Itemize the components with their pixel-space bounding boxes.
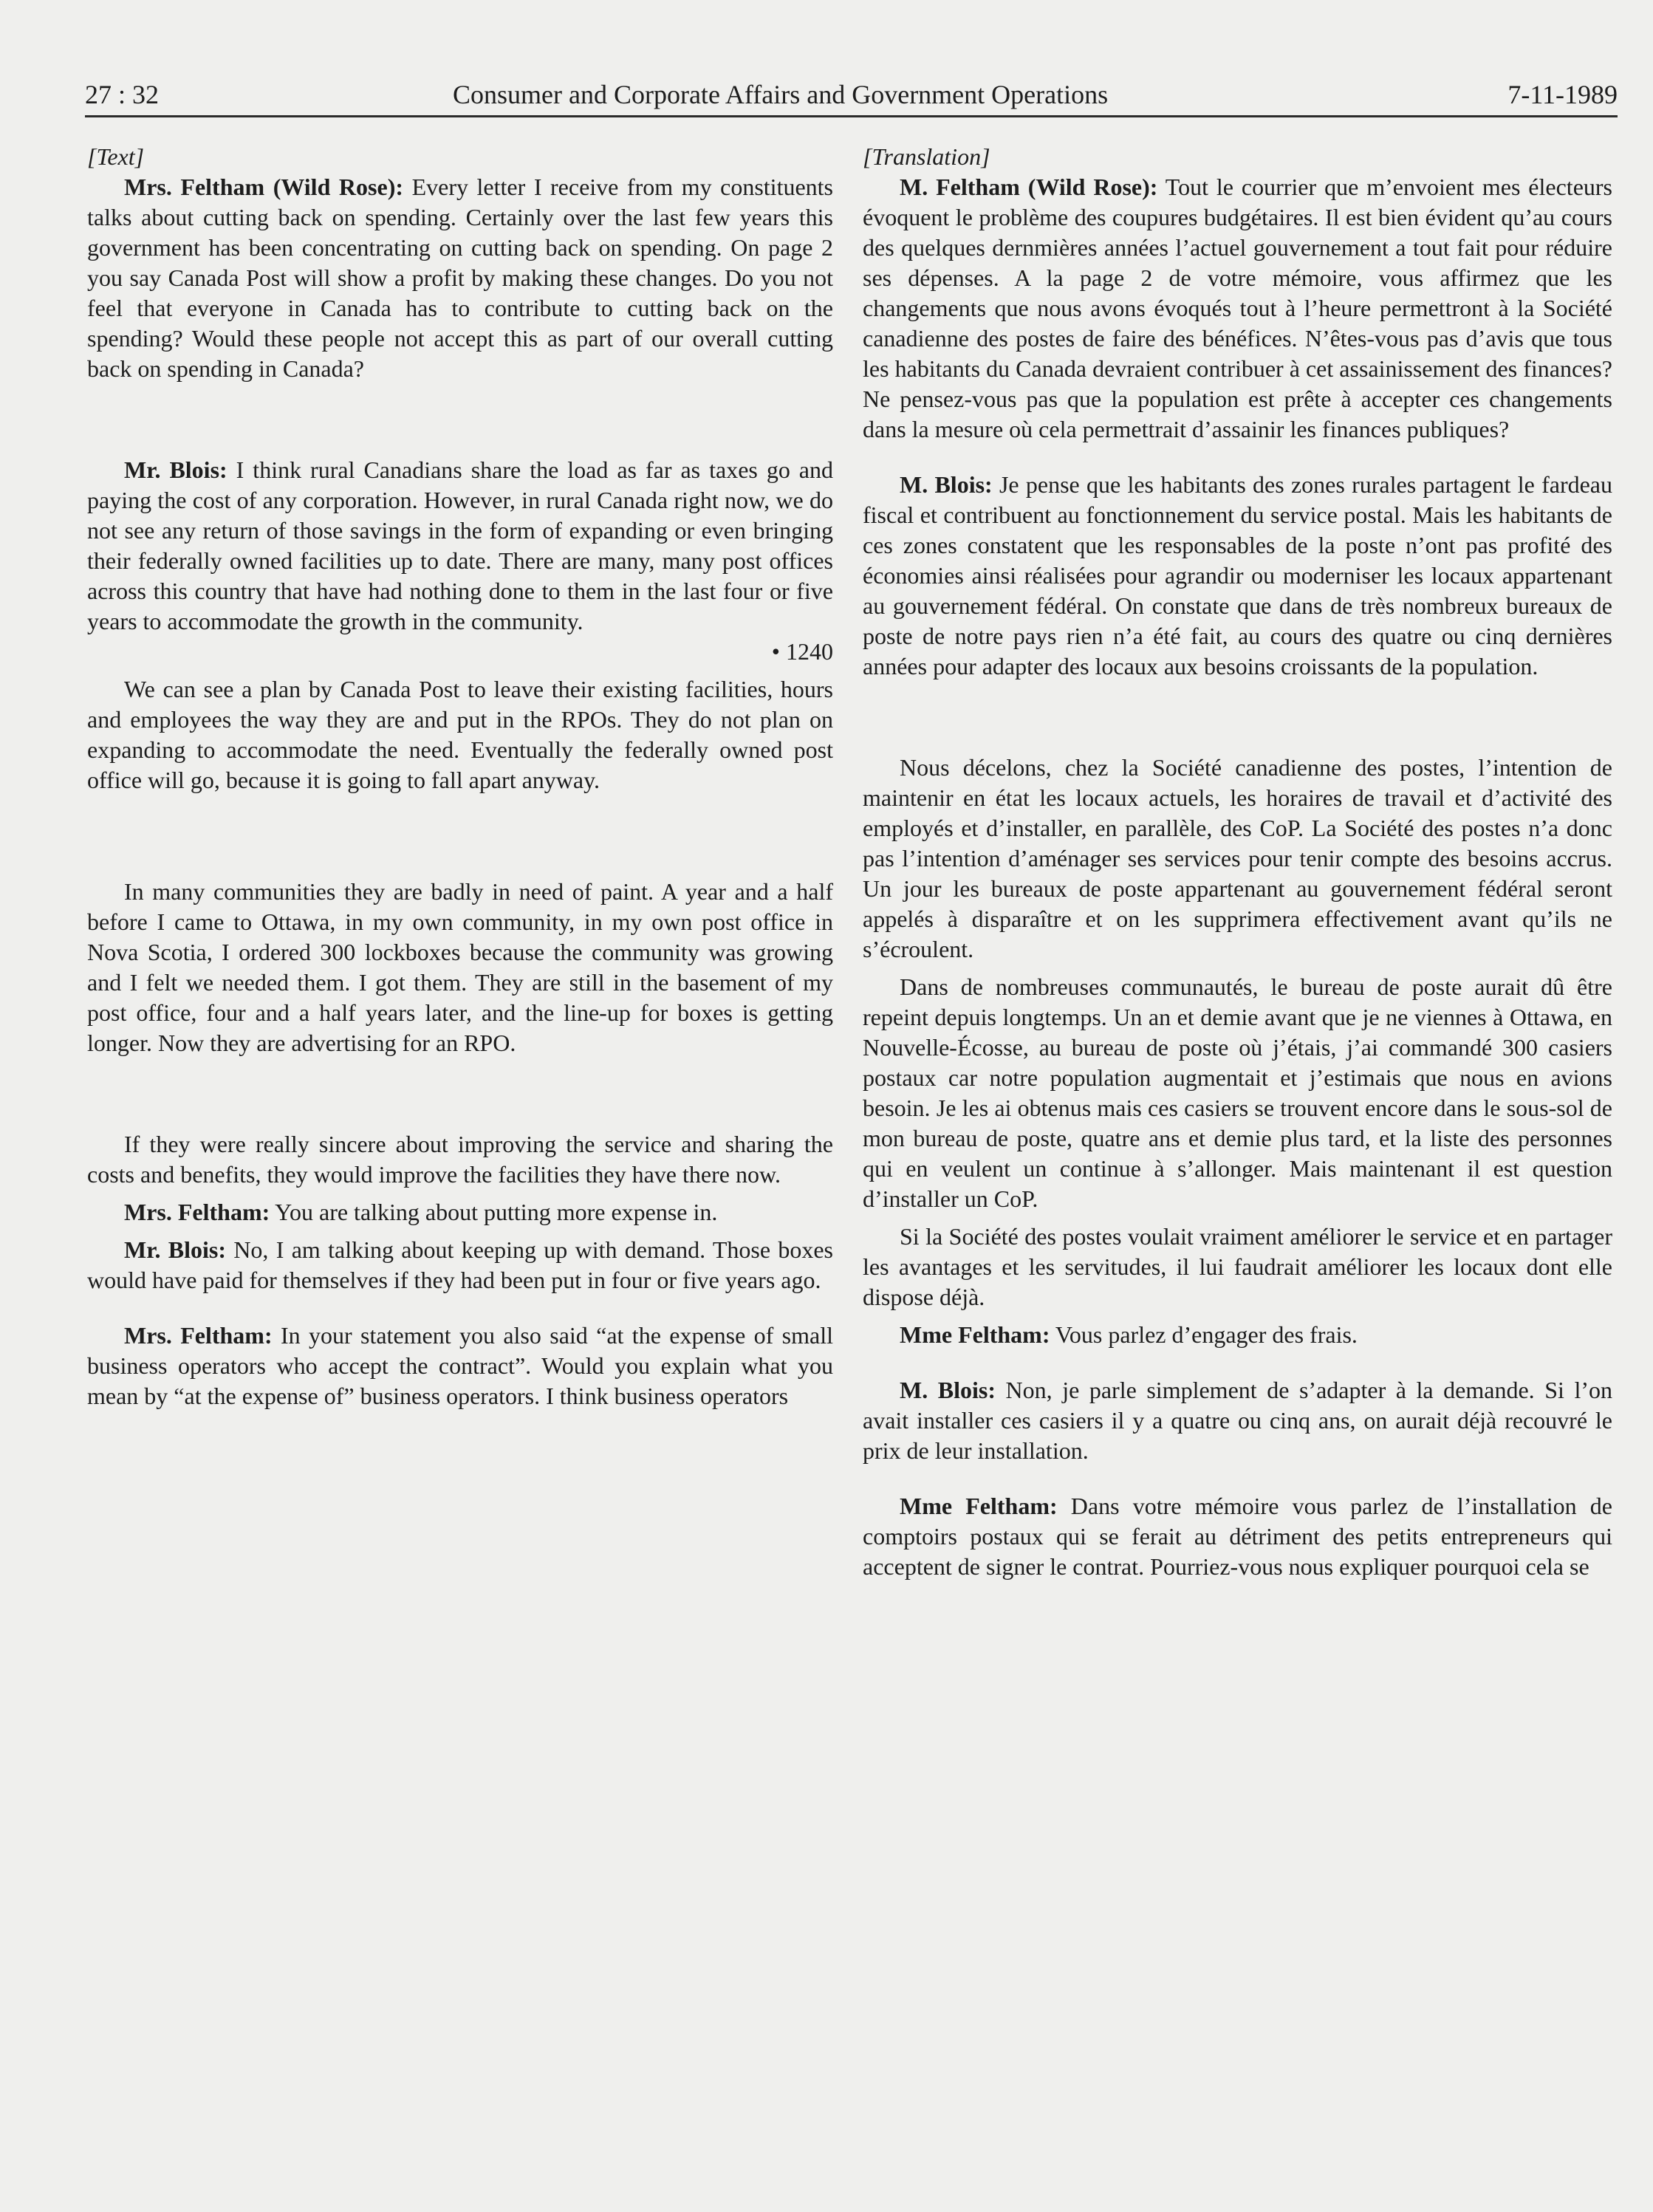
- paragraph-text: Every letter I receive from my constituents talks about cutting back on spending. Certainly over the last few years this government has been concentrating on cutting back on spending. On page 2 you say Canada Post will show a profit by making these changes. Do you not feel that everyone in Canada has to contribute to cutting back on the spending? Would these people not accept this as part of our overall cutting back on spending in Canada?: [87, 174, 834, 382]
- speaker-name: Mrs. Feltham:: [124, 1199, 270, 1225]
- page-number: 27 : 32: [85, 80, 160, 109]
- paragraph-feltham-2: [87, 1197, 833, 1227]
- paragraph-text: I think rural Canadians share the load as far as taxes go and paying the cost of any corporation. However, in rural Canada right now, we do not see any return of those savings in the form of expanding or even bringing their federally owned facilities up to date. There are many, many post offices across this country that have had nothing done to them in the last four or five years to accommodate the growth in the community.: [87, 456, 834, 634]
- paragraph-blois-5: [87, 1235, 833, 1295]
- speaker-name: Mr. Blois:: [124, 456, 227, 483]
- speaker-name: Mr. Blois:: [124, 1236, 227, 1263]
- paragraph-blois-4: If they were really sincere about improving the service and sharing the costs and benefits, they would improve the facilities they have there now.: [87, 1131, 833, 1188]
- paragraph-text: No, I am talking about keeping up with demand. Those boxes would have paid for themselves if they had been put in four or five years ago.: [87, 1236, 834, 1293]
- paragraph-blois-3: In many communities they are badly in need of paint. A year and a half before I came to Ottawa, in my own community, in my own post office in Nova Scotia, I ordered 300 lockboxes because the community was growing and I felt we needed them. I got them. They are still in the basement of my post office, four and a half years later, and the line-up for boxes is getting longer. Now they are advertising for an RPO.: [87, 878, 833, 1056]
- speaker-name: Mme Feltham:: [900, 1493, 1058, 1519]
- paragraph-text: Dans votre mémoire vous parlez de l’installation de comptoirs postaux qui se ferait au détriment des petits entrepreneurs qui acceptent de signer le contrat. Pourriez-vous nous expliquer pourquoi cela se: [863, 1493, 1613, 1580]
- speaker-name: M. Feltham (Wild Rose):: [900, 174, 1158, 200]
- paragraph-text: Vous parlez d’engager des frais.: [1050, 1321, 1358, 1348]
- translation-label: [Translation]: [863, 143, 990, 170]
- speaker-name: Mrs. Feltham:: [124, 1322, 273, 1349]
- paragraph-feltham-1: [87, 172, 833, 384]
- meeting-date: 7-11-1989: [1507, 80, 1618, 109]
- paragraph-feltham-1-fr: [863, 172, 1612, 445]
- french-column: [863, 142, 1612, 1582]
- paragraph-feltham-3: [87, 1321, 833, 1411]
- speaker-name: Mrs. Feltham (Wild Rose):: [124, 174, 404, 200]
- paragraph-blois-1-fr: [863, 470, 1612, 682]
- paragraph-blois-2-fr: Nous décelons, chez la Société canadienne des postes, l’intention de maintenir en état les locaux actuels, les horaires de travail et d’activité des employés et d’installer, en parallèle, des CoP. La Société des postes n’a donc pas l’intention d’aménager ses services pour tenir compte des besoins accrus. Un jour les bureaux de poste appartenant au gouvernement fédéral seront appelés à disparaître et on les supprimera effectivement avant qu’ils ne s’écroulent.: [863, 754, 1612, 962]
- paragraph-blois-4-fr: Si la Société des postes voulait vraiment améliorer le service et en partager les avantages et les servitudes, il lui faudrait améliorer les locaux dont elle dispose déjà.: [863, 1223, 1612, 1310]
- paragraph-text: Je pense que les habitants des zones rurales partagent le fardeau fiscal et contribuent au fonctionnement du service postal. Mais les habitants de ces zones constatent que les responsables de la poste n’ont pas profité des économies ainsi réalisées pour agrandir ou moderniser les locaux appartenant au gouvernement fédéral. On constate que dans de très nombreux bureaux de poste de notre pays rien n’a été fait, au cours des quatre ou cinq dernières années pour adapter des locaux aux besoins croissants de la population.: [863, 471, 1613, 679]
- english-column: [87, 142, 833, 1411]
- speaker-name: Mme Feltham:: [900, 1321, 1050, 1348]
- page-header: [85, 74, 1618, 117]
- committee-title: Consumer and Corporate Affairs and Government Operations: [453, 80, 1109, 109]
- paragraph-text: Non, je parle simplement de s’adapter à la demande. Si l’on avait installer ces casiers il y a quatre ou cinq ans, on aurait déjà recouvré le prix de leur installation.: [863, 1377, 1613, 1464]
- paragraph-blois-2: We can see a plan by Canada Post to leave their existing facilities, hours and employees the way they are and put in the RPOs. They do not plan on expanding to accommodate the need. Eventually the federally owned post office will go, because it is going to fall apart anyway.: [87, 676, 833, 793]
- text-label: [Text]: [87, 143, 145, 170]
- paragraph-text: Tout le courrier que m’envoient mes électeurs évoquent le problème des coupures budgétaires. Il est bien évident qu’au cours des quelques dernmières années l’actuel gouvernement a tout fait pour réduire ses dépenses. A la page 2 de votre mémoire, vous affirmez que les changements que nous avons évoqués tout à l’heure permettront à la Société canadienne des postes de faire des bénéfices. N’êtes-vous pas d’avis que tous les habitants du Canada devraient contribuer à cet assainissement des finances? Ne pensez-vous pas que la population est prête à accepter ces changements dans la mesure où cela permettrait d’assainir les finances publiques?: [863, 174, 1613, 442]
- paragraph-text: In your statement you also said “at the expense of small business operators who accept the contract”. Would you explain what you mean by “at the expense of” business operators. I think business operators: [87, 1322, 834, 1409]
- paragraph-blois-1: [87, 455, 833, 637]
- paragraph-blois-5-fr: [863, 1375, 1612, 1466]
- speaker-name: M. Blois:: [900, 1377, 996, 1403]
- timestamp: • 1240: [771, 638, 833, 665]
- paragraph-feltham-2-fr: [863, 1320, 1612, 1350]
- paragraph-blois-3-fr: Dans de nombreuses communautés, le bureau de poste aurait dû être repeint depuis longtemps. Un an et demie avant que je ne viennes à Ottawa, en Nouvelle-Écosse, au bureau de poste où j’étais, j’ai commandé 300 casiers postaux car notre population augmentait et j’estimais que nous en avions besoin. Je les ai obtenus mais ces casiers se trouvent encore dans le sous-sol de mon bureau de poste, quatre ans et demie plus tard, et la liste des personnes qui en veulent un continue à s’allonger. Mais maintenant il est question d’installer un CoP.: [863, 973, 1612, 1212]
- paragraph-feltham-3-fr: [863, 1491, 1612, 1582]
- speaker-name: M. Blois:: [900, 471, 993, 498]
- paragraph-text: You are talking about putting more expense in.: [270, 1199, 718, 1225]
